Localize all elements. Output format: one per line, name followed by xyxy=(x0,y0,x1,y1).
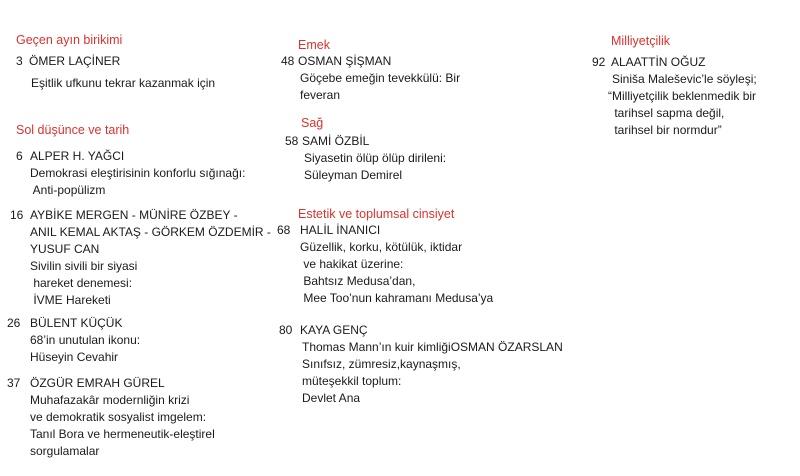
page-number: 58 xyxy=(285,134,299,148)
article-title-line: tarihsel sapma değil, xyxy=(611,106,725,120)
author-name: AYBİKE MERGEN - MÜNİRE ÖZBEY - xyxy=(30,208,238,222)
article-title-line: Devlet Ana xyxy=(302,391,361,405)
author-name: KAYA GENÇ xyxy=(300,323,368,337)
article-title-line: ve demokratik sosyalist imgelem: xyxy=(30,410,207,424)
page-number: 80 xyxy=(279,323,293,337)
toc-entry[interactable] xyxy=(300,322,563,407)
page-number: 3 xyxy=(16,54,23,68)
section-title: Sağ xyxy=(301,116,324,130)
article-title-line: Süleyman Demirel xyxy=(304,168,403,182)
author-name: BÜLENT KÜÇÜK xyxy=(30,316,123,330)
article-title-line: müteşekkil toplum: xyxy=(302,374,402,388)
toc-entry[interactable] xyxy=(30,315,140,366)
author-name: ÖMER LAÇİNER xyxy=(29,54,121,68)
article-title-line: 68’in unutulan ikonu: xyxy=(30,333,141,347)
article-title-line: Güzellik, korku, kötülük, iktidar xyxy=(300,240,463,254)
section-title: Milliyetçilik xyxy=(611,34,671,48)
author-name: HALİL İNANICI xyxy=(300,223,381,237)
article-title-line: Thomas Mann’ın kuir kimliğiOSMAN ÖZARSLAN xyxy=(302,340,563,354)
toc-entry[interactable] xyxy=(298,53,460,104)
page-number: 68 xyxy=(277,223,291,237)
author-name: OSMAN ŞİŞMAN xyxy=(298,54,392,68)
author-name: ANIL KEMAL AKTAŞ - GÖRKEM ÖZDEMİR - xyxy=(30,225,271,239)
page-number: 48 xyxy=(281,54,295,68)
toc-entry[interactable] xyxy=(302,133,446,184)
page-number: 6 xyxy=(16,149,23,163)
section-title: Emek xyxy=(298,38,330,52)
article-title-line: ve hakikat üzerine: xyxy=(300,257,404,271)
section-title: Geçen ayın birikimi xyxy=(16,33,123,47)
toc-entry[interactable] xyxy=(300,222,493,307)
article-title-line: Sınıfsız, zümresiz,kaynaşmış, xyxy=(302,357,461,371)
toc-entry[interactable] xyxy=(29,53,215,92)
article-title-line: Hüseyin Cevahir xyxy=(30,350,119,364)
article-title-line: Anti-popülizm xyxy=(30,183,106,197)
article-title-line: Siniša Maleševic’le söyleşi; xyxy=(612,72,757,86)
page-number: 37 xyxy=(7,376,21,390)
author-name: YUSUF CAN xyxy=(30,242,100,256)
article-title-line: tarihsel bir normdur” xyxy=(611,123,722,137)
article-title-line: İVME Hareketi xyxy=(30,293,111,307)
author-name: ALPER H. YAĞCI xyxy=(30,149,125,163)
article-title-line: Mee Too’nun kahramanı Medusa’ya xyxy=(300,291,494,305)
article-title-line: “Milliyetçilik beklenmedik bir xyxy=(608,89,757,103)
toc-entry[interactable] xyxy=(30,207,271,309)
article-title-line: feveran xyxy=(300,88,341,102)
author-name: ALAATTİN OĞUZ xyxy=(611,55,706,69)
section-title: Estetik ve toplumsal cinsiyet xyxy=(298,207,455,221)
article-title-line: Tanıl Bora ve hermeneutik-eleştirel xyxy=(30,427,215,441)
article-title-line: sorgulamalar xyxy=(30,444,100,458)
article-title-line: Bahtsız Medusa’dan, xyxy=(300,274,416,288)
page-number: 92 xyxy=(592,55,606,69)
article-title-line: Siyasetin ölüp ölüp dirileni: xyxy=(304,151,447,165)
article-title-line: Muhafazakâr modernliğin krizi xyxy=(30,393,190,407)
toc-entry[interactable] xyxy=(30,148,245,199)
article-title-line: Demokrasi eleştirisinin konforlu sığınağı: xyxy=(30,166,246,180)
article-title-line: Sivilin sivili bir siyasi xyxy=(30,259,138,273)
article-title: Eşitlik ufkunu tekrar kazanmak için xyxy=(31,76,216,90)
article-title-line: Göçebe emeğin tevekkülü: Bir xyxy=(300,71,461,85)
page-number: 16 xyxy=(10,208,24,222)
page-number: 26 xyxy=(7,316,21,330)
article-title-line: hareket denemesi: xyxy=(30,276,133,290)
author-name: SAMİ ÖZBİL xyxy=(302,134,370,148)
author-name: ÖZGÜR EMRAH GÜREL xyxy=(30,376,165,390)
toc-entry[interactable] xyxy=(30,375,215,460)
toc-entry[interactable] xyxy=(608,54,757,139)
section-title: Sol düşünce ve tarih xyxy=(16,123,130,137)
